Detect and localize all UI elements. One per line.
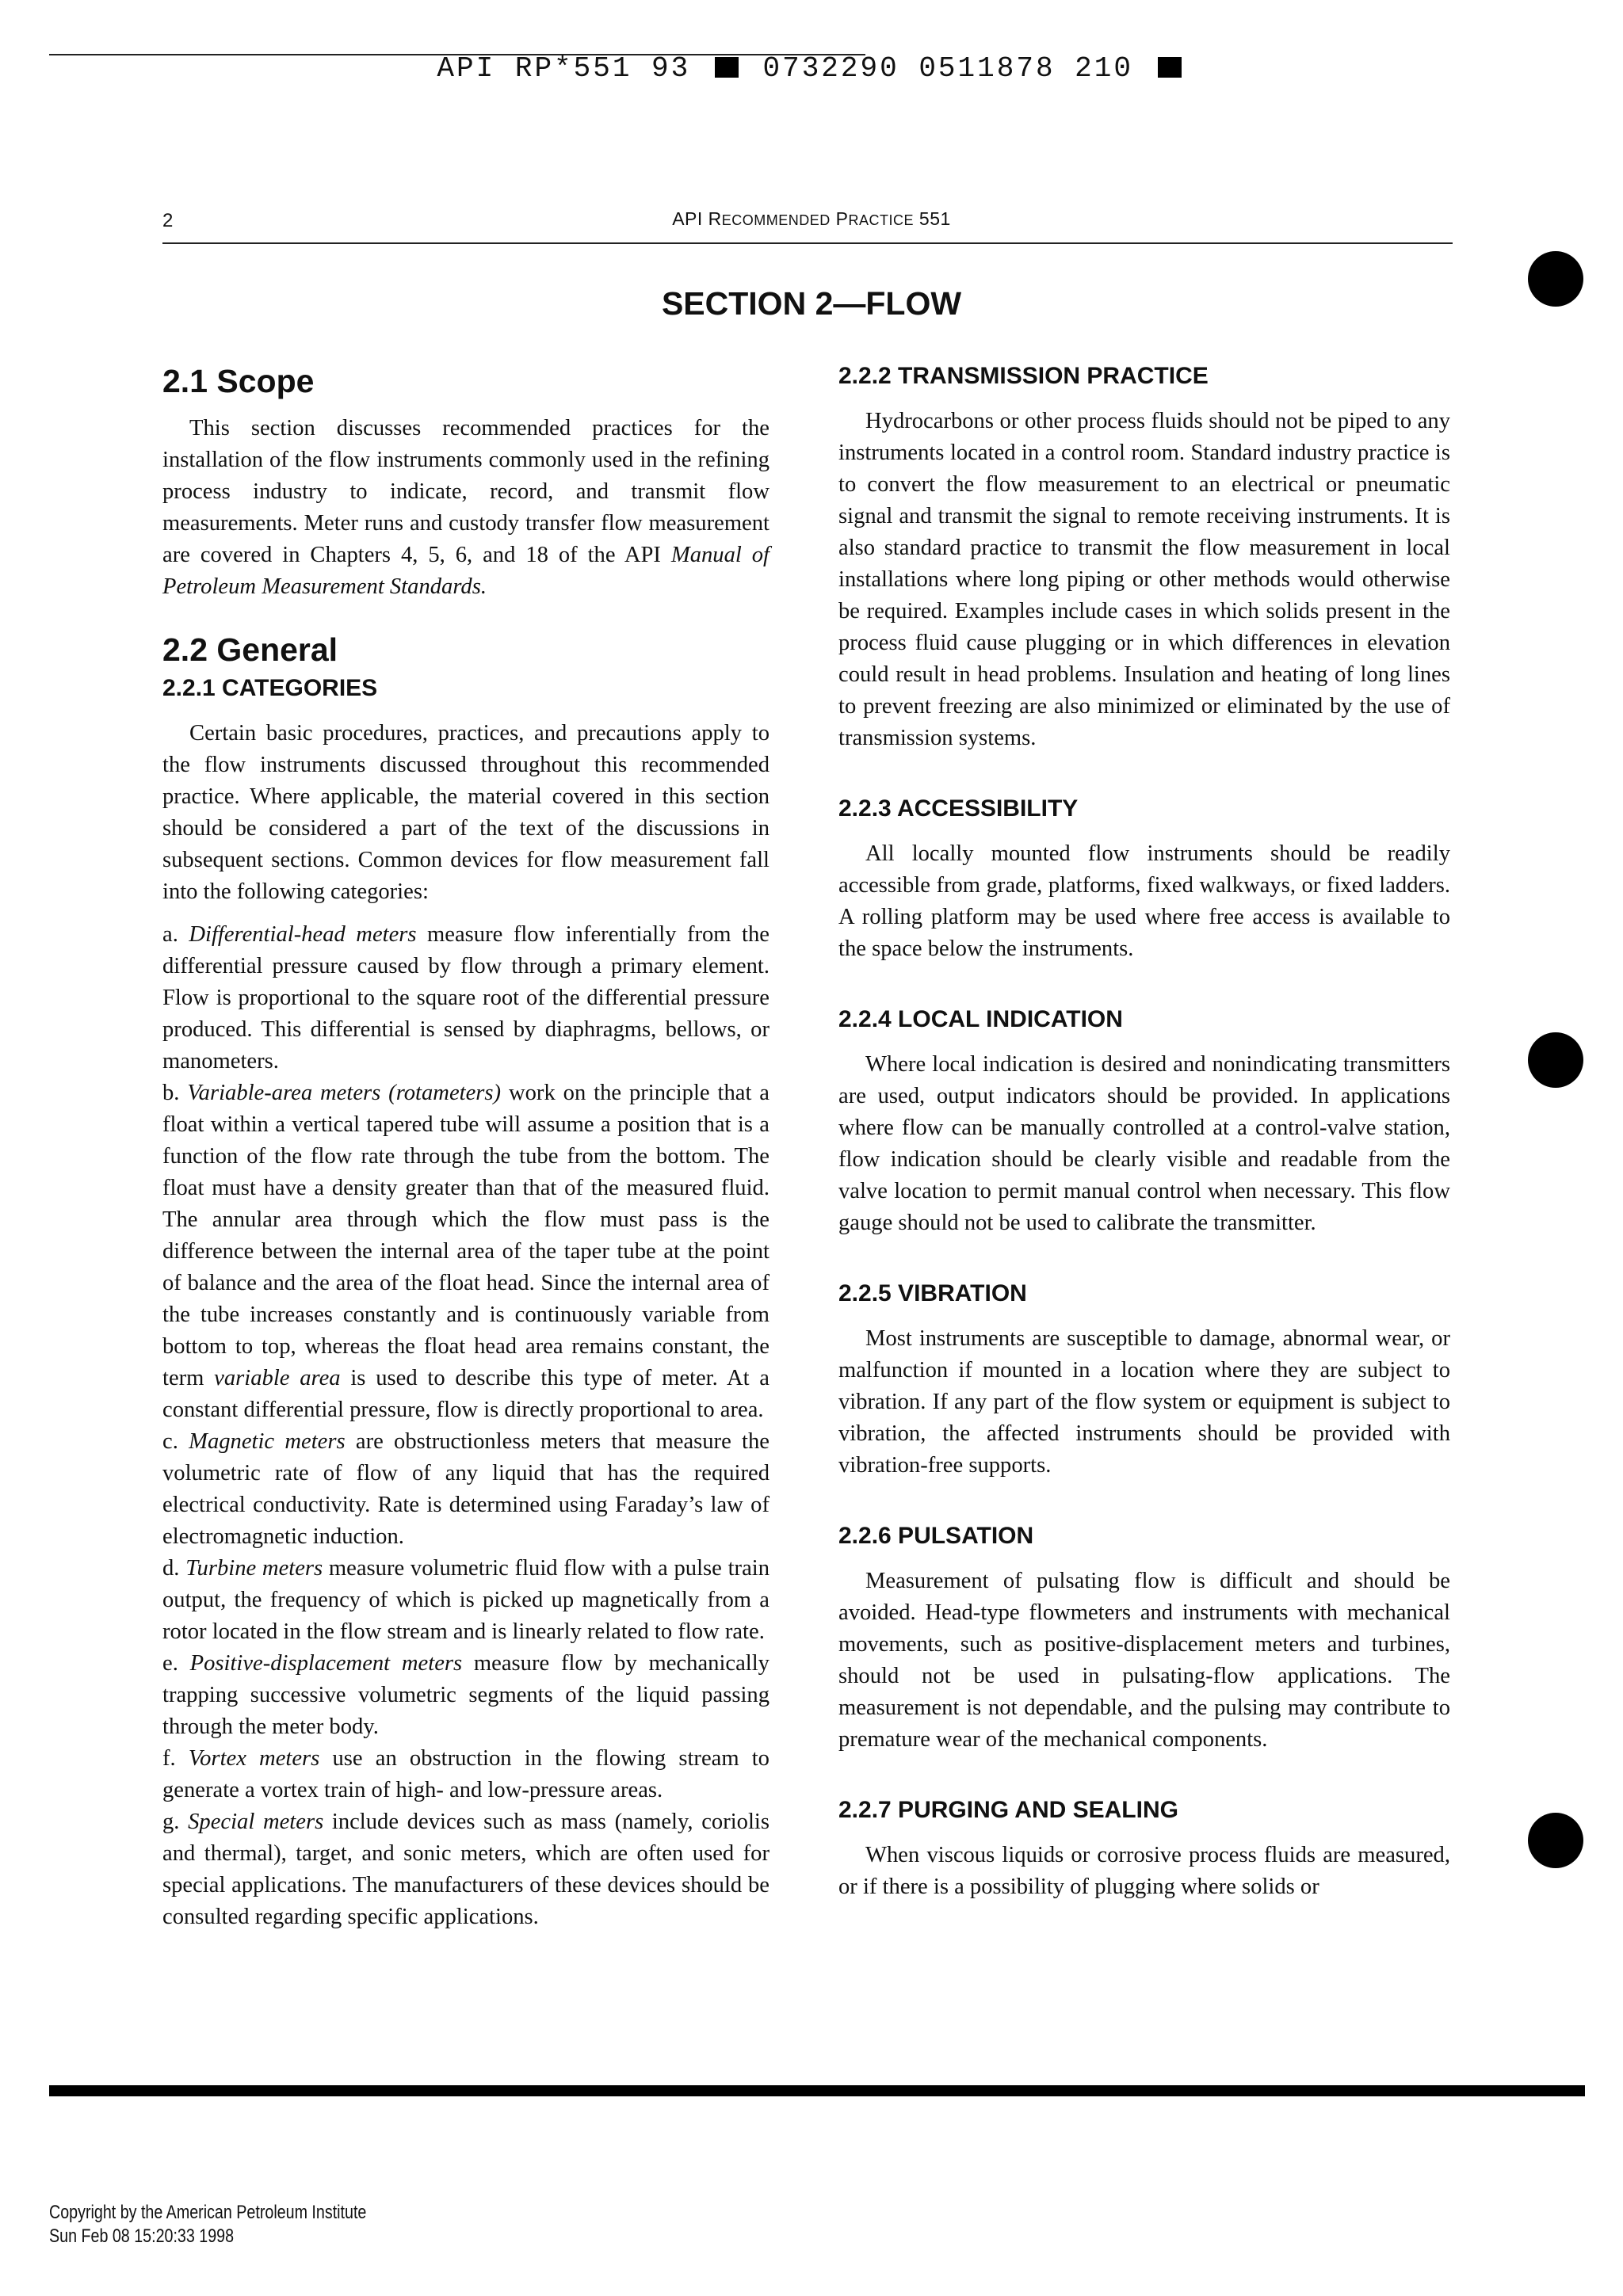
document-code-right: 0732290 0511878 210 <box>762 52 1133 85</box>
left-column <box>162 363 769 1933</box>
scope-heading: 2.1 Scope <box>162 363 315 399</box>
bottom-bar <box>49 2085 1585 2096</box>
subsection-heading: 2.2.5 VIBRATION <box>838 1280 1027 1306</box>
timestamp-line: Sun Feb 08 15:20:33 1998 <box>49 2225 235 2247</box>
list-item: g. Special meters include devices such as mass (namely, coriolis and thermal), target, and sonic meters, which are often used for special applications. The manufacturers of these devices should be consulted regarding specific applications. <box>162 1810 769 1929</box>
subsection-heading: 2.2.2 TRANSMISSION PRACTICE <box>838 363 1209 389</box>
list-item: c. Magnetic meters are obstructionless meters that measure the volumetric rate of flow of any liquid that has the required electrical conductivity. Rate is determined using Faraday’s law of electromagnetic induction. <box>162 1429 769 1549</box>
subsection-paragraph: Where local indication is desired and nonindicating transmitters are used, output indicators should be provided. In applications where flow can be manually controlled at a control-valve station, flow indication should be clearly visible and readable from the valve location to permit manual control when necessary. This flow gauge should not be used to calibrate the transmitter. <box>838 1052 1450 1235</box>
code-block-mark <box>1158 57 1182 78</box>
list-item: b. Variable-area meters (rotameters) work on the principle that a float within a vertical tapered tube will assume a position that is a function of the flow rate through the tube from the bottom. The float must have a density greater than that of the measured fluid. The annular area through which the flow must pass is the difference between the internal area of the taper tube at the point of balance and the area of the float head. Since the internal area of the tube increases constantly and is continuously variable from bottom to top, whereas the float head area remains constant, the term variable area is used to describe this type of meter. At a constant differential pressure, flow is directly proportional to area. <box>162 1081 769 1422</box>
subsection-paragraph: Most instruments are susceptible to damage, abnormal wear, or malfunction if mounted in a location where they are subject to vibration. If any part of the flow system or equipment is subject to vibration, the affected instruments should be provided with vibration-free supports. <box>838 1326 1450 1478</box>
running-header: API RECOMMENDED PRACTICE 551 <box>672 208 951 229</box>
subsection-heading: 2.2.4 LOCAL INDICATION <box>838 1006 1123 1032</box>
document-code-line <box>0 52 1623 85</box>
categories-heading: 2.2.1 CATEGORIES <box>162 675 378 701</box>
subsection-paragraph: Measurement of pulsating flow is difficult and should be avoided. Head-type flowmeters and instruments with mechanical movements, such as positive-displacement meters and turbines, should not be used in pulsating-flow applications. The measurement is not dependable, and the pulsing may contribute to premature wear of the mechanical components. <box>838 1569 1450 1752</box>
section-title: SECTION 2—FLOW <box>661 285 962 322</box>
copyright-footer <box>49 2201 366 2248</box>
header-rule <box>162 242 1453 244</box>
list-item: f. Vortex meters use an obstruction in the flowing stream to generate a vortex train of high- and low-pressure areas. <box>162 1746 769 1802</box>
binder-hole <box>1528 1032 1583 1088</box>
code-block-mark <box>715 57 739 78</box>
right-column <box>838 363 1450 1903</box>
subsection-heading: 2.2.3 ACCESSIBILITY <box>838 795 1079 822</box>
binder-hole <box>1528 251 1583 307</box>
general-heading: 2.2 General <box>162 631 338 668</box>
categories-paragraph: Certain basic procedures, practices, and precautions apply to the flow instruments discussed throughout this recommended practice. Where applicable, the material covered in this section should be considered a part of the text of the discussions in subsequent sections. Common devices for flow measurement fall into the following categories: <box>162 721 769 904</box>
scope-paragraph: This section discusses recommended practices for the installation of the flow instruments commonly used in the refining process industry to indicate, record, and transmit flow measurements. Meter runs and custody transfer flow measurement are covered in Chapters 4, 5, 6, and 18 of the API Manual of Petroleum Measurement Standards. <box>162 416 769 599</box>
list-item: e. Positive-displacement meters measure flow by mechanically trapping successive volumetric segments of the liquid passing through the meter body. <box>162 1651 769 1739</box>
list-item: d. Turbine meters measure volumetric fluid flow with a pulse train output, the frequency of which is picked up magnetically from a rotor located in the flow stream and is linearly related to flow rate. <box>162 1556 770 1644</box>
list-item: a. Differential-head meters measure flow inferentially from the differential pressure caused by flow through a primary element. Flow is proportional to the square root of the differential pressure produced. This differential is sensed by diaphragms, bellows, or manometers. <box>162 922 769 1074</box>
subsection-paragraph: Hydrocarbons or other process fluids should not be piped to any instruments located in a control room. Standard industry practice is to convert the flow measurement to an electrical or pneumatic signal and transmit the signal to remote receiving instruments. It is also standard practice to transmit the flow measurement in local installations where long piping or other methods would otherwise be required. Examples include cases in which solids present in the process fluid cause plugging or in which differences in elevation could result in head problems. Insulation and heating of long lines to prevent freezing are also minimized or eliminated by the use of transmission systems. <box>838 409 1450 750</box>
subsection-heading: 2.2.7 PURGING AND SEALING <box>838 1797 1178 1823</box>
page-number: 2 <box>162 210 174 231</box>
copyright-line: Copyright by the American Petroleum Institute <box>49 2202 367 2223</box>
subsection-paragraph: When viscous liquids or corrosive process fluids are measured, or if there is a possibility of plugging where solids or <box>838 1843 1450 1899</box>
subsection-heading: 2.2.6 PULSATION <box>838 1523 1034 1549</box>
subsection-paragraph: All locally mounted flow instruments should be readily accessible from grade, platforms, fixed walkways, or fixed ladders. A rolling platform may be used where free access is available to the space below the instruments. <box>838 841 1450 961</box>
binder-hole <box>1528 1813 1583 1868</box>
document-code-left: API RP*551 93 <box>437 52 691 85</box>
